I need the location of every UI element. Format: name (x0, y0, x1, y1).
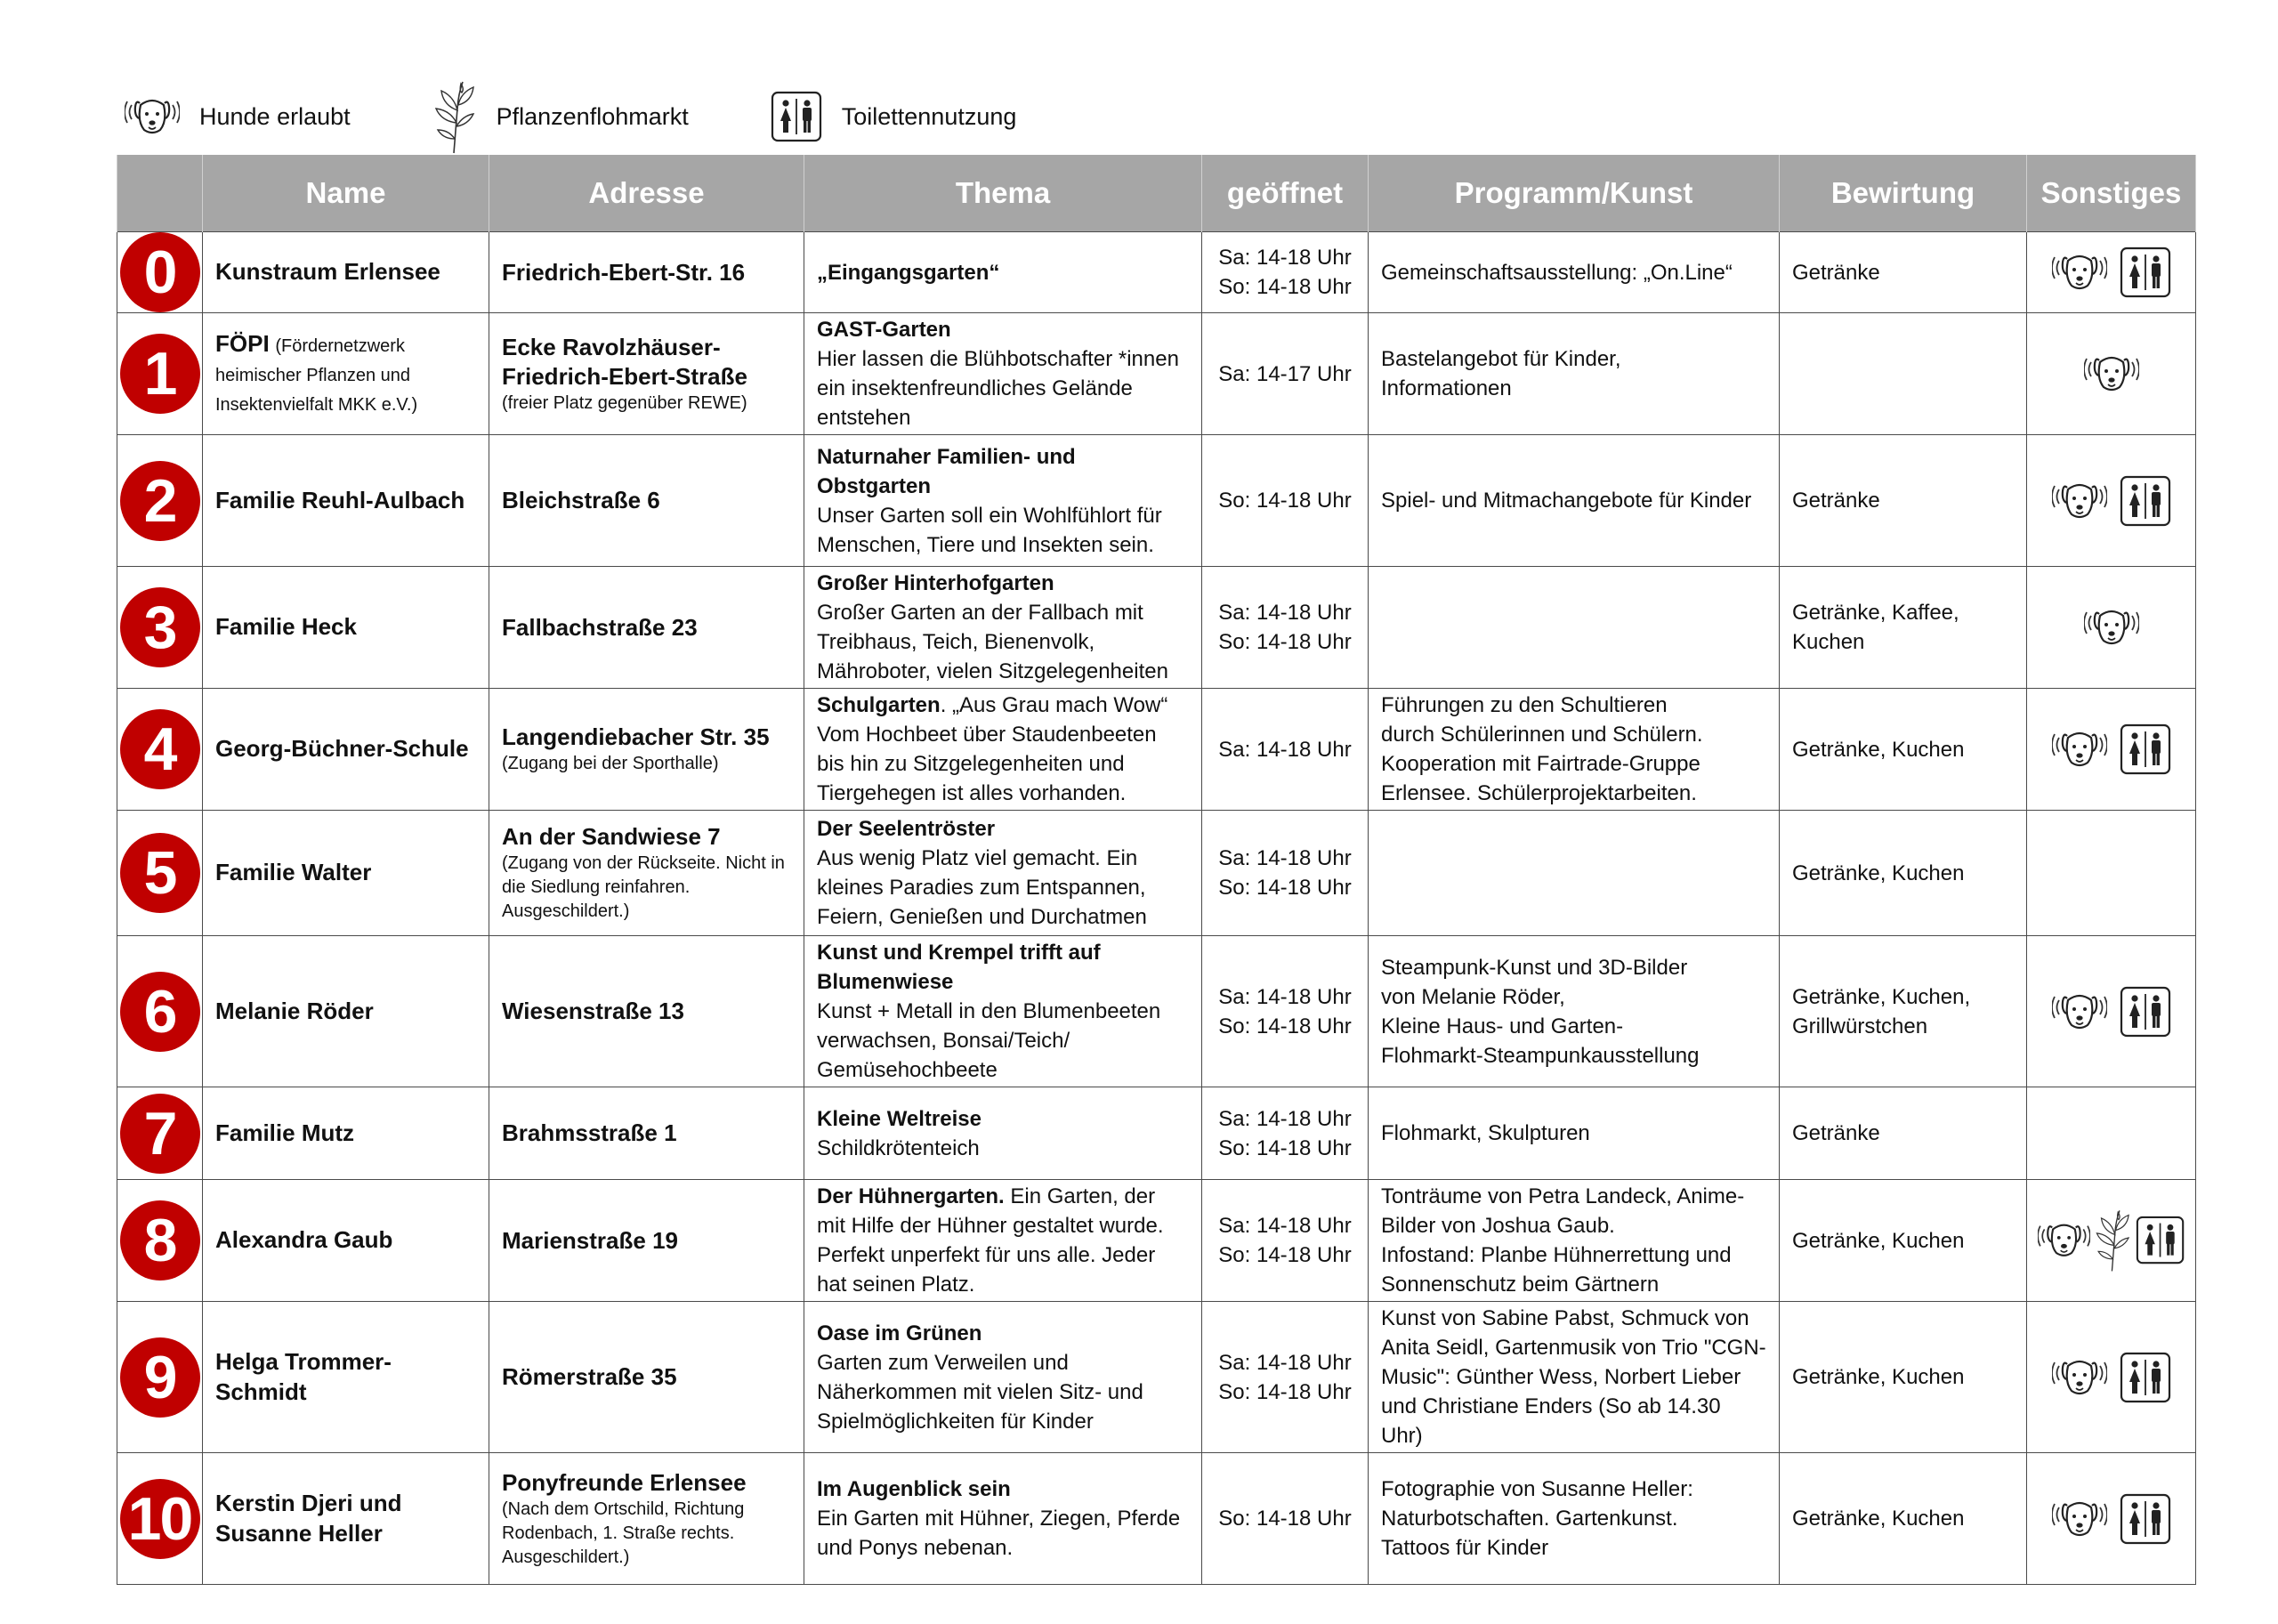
program-line: Flohmarkt, Skulpturen (1381, 1121, 1590, 1145)
misc-cell (2027, 313, 2196, 435)
number-badge: 10 (120, 1479, 200, 1559)
legend-label: Hunde erlaubt (199, 102, 351, 130)
header-name: Name (203, 155, 489, 232)
name-cell (203, 1302, 489, 1453)
garden-name: Familie Walter (215, 859, 372, 885)
theme-text: Ein Garten, der mit Hilfe der Hühner gestaltet wurde. Perfekt unperfekt für uns alle. Jeder hat seinen Platz. (817, 1184, 1164, 1297)
address-main: Ecke Ravolzhäuser-Friedrich-Ebert-Straße (502, 333, 747, 390)
number-badge: 0 (120, 232, 200, 312)
catering-line: Getränke (1792, 260, 1880, 285)
address-cell (489, 936, 804, 1087)
legend-label: Pflanzenflohmarkt (496, 102, 689, 130)
table-row (117, 936, 2196, 1087)
catering-cell (1780, 1302, 2027, 1453)
feature-icons (2031, 475, 2192, 527)
catering-cell (1780, 435, 2027, 567)
theme-text: . „Aus Grau mach Wow“ Vom Hochbeet über Staudenbeeten bis hin zu Sitzgelegenheiten und Tiergehegen ist alles vorhanden. (817, 693, 1168, 805)
feature-icons (2031, 723, 2192, 775)
toilet-icon (2120, 246, 2171, 298)
name-cell (203, 232, 489, 313)
catering-cell (1780, 1453, 2027, 1585)
number-badge: 3 (120, 587, 200, 667)
feature-icons (2031, 1208, 2192, 1273)
theme-text: Hier lassen die Blühbotschafter *innen ein insektenfreundliches Gelände entstehen (817, 347, 1179, 430)
theme-cell (804, 1453, 1202, 1585)
open-cell (1202, 1180, 1369, 1302)
row-number-cell (117, 689, 203, 811)
program-line: Steampunk-Kunst und 3D-Bilder (1381, 955, 1688, 980)
number-badge: 7 (120, 1094, 200, 1174)
opening-time: So: 14-18 Uhr (1218, 275, 1352, 299)
address-main: Friedrich-Ebert-Str. 16 (502, 258, 746, 286)
misc-cell (2027, 567, 2196, 689)
opening-time: So: 14-18 Uhr (1218, 1507, 1352, 1531)
theme-title: Großer Hinterhofgarten (817, 571, 1054, 595)
misc-cell (2027, 1180, 2196, 1302)
misc-cell (2027, 1087, 2196, 1180)
open-cell (1202, 313, 1369, 435)
row-number-cell (117, 567, 203, 689)
theme-text: Garten zum Verweilen und Näherkommen mit vielen Sitz- und Spielmöglichkeiten für Kinder (817, 1350, 1143, 1434)
program-line: Flohmarkt-Steampunkausstellung (1381, 1043, 1700, 1068)
catering-cell (1780, 313, 2027, 435)
program-line: Naturbotschaften. Gartenkunst. (1381, 1507, 1678, 1531)
catering-cell (1780, 1180, 2027, 1302)
garden-name: Kunstraum Erlensee (215, 258, 440, 285)
open-cell (1202, 811, 1369, 936)
toilet-icon (2136, 1216, 2185, 1264)
program-line: Fotographie von Susanne Heller: (1381, 1477, 1693, 1501)
address-cell (489, 1302, 804, 1453)
open-cell (1202, 1453, 1369, 1585)
toilet-icon (2120, 475, 2171, 527)
catering-line: Getränke (1792, 489, 1880, 513)
toilet-icon (2120, 986, 2171, 1038)
open-cell (1202, 232, 1369, 313)
theme-title: Schulgarten (817, 693, 941, 717)
theme-cell (804, 567, 1202, 689)
toilet-icon (2120, 723, 2171, 775)
number-badge: 1 (120, 334, 200, 414)
program-line: Infostand: Planbe Hühnerrettung und (1381, 1243, 1732, 1267)
opening-time: So: 14-18 Uhr (1218, 1243, 1352, 1267)
theme-cell (804, 232, 1202, 313)
toilet-icon (771, 91, 822, 142)
catering-line: Getränke, Kuchen (1792, 1365, 1965, 1389)
catering-cell (1780, 1087, 2027, 1180)
program-line: Anita Seidl, Gartenmusik von Trio "CGN- (1381, 1336, 1766, 1360)
opening-time: Sa: 14-18 Uhr (1218, 601, 1352, 625)
name-cell (203, 567, 489, 689)
catering-cell (1780, 567, 2027, 689)
feature-icons (2031, 986, 2192, 1038)
garden-name: Familie Heck (215, 613, 357, 640)
theme-text: Großer Garten an der Fallbach mit Treibhaus, Teich, Bienenvolk, Mähroboter, vielen Sitzgelegenheiten (817, 601, 1168, 683)
program-line: Kunst von Sabine Pabst, Schmuck von (1381, 1306, 1749, 1330)
dog-icon (2084, 605, 2139, 650)
program-cell (1369, 567, 1780, 689)
program-cell (1369, 313, 1780, 435)
program-line: Informationen (1381, 376, 1512, 400)
catering-line: Getränke, Kuchen (1792, 1228, 1965, 1253)
theme-title: Kleine Weltreise (817, 1106, 981, 1131)
row-number-cell (117, 1087, 203, 1180)
address-main: An der Sandwiese 7 (502, 823, 721, 850)
name-cell (203, 1087, 489, 1180)
row-number-cell (117, 313, 203, 435)
address-cell (489, 435, 804, 567)
theme-text: Schildkrötenteich (817, 1135, 980, 1160)
name-cell (203, 1180, 489, 1302)
program-line: Erlensee. Schülerprojektarbeiten. (1381, 781, 1697, 805)
program-line: Music": Günther Wess, Norbert Lieber (1381, 1365, 1741, 1389)
table-row (117, 567, 2196, 689)
header-number (117, 155, 203, 232)
address-cell (489, 1087, 804, 1180)
theme-text: Ein Garten mit Hühner, Ziegen, Pferde und Ponys nebenan. (817, 1507, 1181, 1560)
misc-cell (2027, 811, 2196, 936)
program-line: Kleine Haus- und Garten- (1381, 1014, 1624, 1038)
address-note: (Nach dem Ortschild, Richtung Rodenbach, 1. Straße rechts. Ausgeschildert.) (502, 1499, 745, 1567)
feature-icons (2031, 605, 2192, 650)
opening-time: Sa: 14-18 Uhr (1218, 1350, 1352, 1375)
table-row (117, 435, 2196, 567)
opening-time: So: 14-18 Uhr (1218, 1135, 1352, 1160)
table-row (117, 313, 2196, 435)
table-header-row (117, 155, 2196, 232)
garden-name: Familie Mutz (215, 1119, 355, 1146)
theme-title: Der Seelentröster (817, 817, 996, 841)
toilet-icon (2120, 1352, 2171, 1403)
toilet-icon (2120, 1493, 2171, 1545)
program-cell (1369, 936, 1780, 1087)
theme-cell (804, 1087, 1202, 1180)
header-theme: Thema (804, 155, 1202, 232)
legend (125, 77, 1098, 157)
row-number-cell (117, 232, 203, 313)
dog-icon (2052, 250, 2107, 295)
theme-cell (804, 936, 1202, 1087)
catering-line: Getränke (1792, 1121, 1880, 1145)
address-main: Ponyfreunde Erlensee (502, 1468, 747, 1496)
opening-time: Sa: 14-17 Uhr (1218, 361, 1352, 386)
garden-name: Melanie Röder (215, 997, 374, 1024)
catering-cell (1780, 936, 2027, 1087)
address-cell (489, 567, 804, 689)
legend-dog (125, 94, 351, 139)
address-main: Brahmsstraße 1 (502, 1119, 677, 1146)
address-note: (freier Platz gegenüber REWE) (502, 392, 747, 413)
catering-line: Getränke, Kaffee, (1792, 601, 1959, 625)
theme-text: Kunst + Metall in den Blumenbeeten verwachsen, Bonsai/Teich/ Gemüsehochbeete (817, 999, 1161, 1082)
header-catering: Bewirtung (1780, 155, 2027, 232)
address-main: Bleichstraße 6 (502, 487, 660, 513)
feature-icons (2031, 1352, 2192, 1403)
dog-icon (2052, 990, 2107, 1034)
program-line: Gemeinschaftsausstellung: „On.Line“ (1381, 260, 1733, 285)
misc-cell (2027, 689, 2196, 811)
theme-text: Aus wenig Platz viel gemacht. Ein kleines Paradies zum Entspannen, Feiern, Genießen und Durchatmen (817, 846, 1147, 929)
garden-name-sub: (Fördernetzwerk heimischer Pflanzen und Insektenvielfalt MKK e.V.) (215, 336, 418, 415)
legend-toilet (771, 91, 1017, 142)
name-cell (203, 689, 489, 811)
opening-time: Sa: 14-18 Uhr (1218, 1106, 1352, 1131)
theme-title: „Eingangsgarten“ (817, 260, 1000, 285)
program-cell (1369, 689, 1780, 811)
open-cell (1202, 435, 1369, 567)
opening-time: So: 14-18 Uhr (1218, 1379, 1352, 1404)
program-cell (1369, 1453, 1780, 1585)
garden-table (117, 155, 2196, 1585)
address-cell (489, 1453, 804, 1585)
number-badge: 6 (120, 972, 200, 1052)
garden-name: Georg-Büchner-Schule (215, 735, 469, 762)
opening-time: Sa: 14-18 Uhr (1218, 737, 1352, 762)
number-badge: 5 (120, 833, 200, 913)
table-row (117, 811, 2196, 936)
program-cell (1369, 1180, 1780, 1302)
program-cell (1369, 435, 1780, 567)
number-badge: 8 (120, 1200, 200, 1281)
header-open: geöffnet (1202, 155, 1369, 232)
catering-cell (1780, 232, 2027, 313)
name-cell (203, 435, 489, 567)
program-cell (1369, 811, 1780, 936)
dog-icon (2052, 1355, 2107, 1400)
misc-cell (2027, 435, 2196, 567)
program-line: Sonnenschutz beim Gärtnern (1381, 1273, 1660, 1297)
program-line: Tonträume von Petra Landeck, Anime- (1381, 1184, 1745, 1208)
row-number-cell (117, 1453, 203, 1585)
number-badge: 9 (120, 1337, 200, 1418)
theme-cell (804, 811, 1202, 936)
plant-icon (2094, 1208, 2132, 1273)
address-cell (489, 811, 804, 936)
row-number-cell (117, 1180, 203, 1302)
table-row (117, 1302, 2196, 1453)
legend-label: Toilettennutzung (841, 102, 1017, 130)
misc-cell (2027, 1302, 2196, 1453)
opening-time: So: 14-18 Uhr (1218, 630, 1352, 654)
number-badge: 2 (120, 461, 200, 541)
address-cell (489, 1180, 804, 1302)
theme-title: Der Hühnergarten. (817, 1184, 1005, 1208)
address-cell (489, 313, 804, 435)
row-number-cell (117, 1302, 203, 1453)
table-row (117, 689, 2196, 811)
header-misc: Sonstiges (2027, 155, 2196, 232)
opening-time: Sa: 14-18 Uhr (1218, 1214, 1352, 1238)
name-cell (203, 1453, 489, 1585)
open-cell (1202, 567, 1369, 689)
feature-icons (2031, 351, 2192, 396)
theme-cell (804, 1180, 1202, 1302)
opening-time: So: 14-18 Uhr (1218, 876, 1352, 900)
misc-cell (2027, 936, 2196, 1087)
table-row (117, 1087, 2196, 1180)
header-program: Programm/Kunst (1369, 155, 1780, 232)
address-main: Wiesenstraße 13 (502, 998, 684, 1024)
catering-line: Getränke, Kuchen, (1792, 984, 1971, 1009)
feature-icons (2031, 1493, 2192, 1545)
open-cell (1202, 1302, 1369, 1453)
open-cell (1202, 1087, 1369, 1180)
theme-title: Oase im Grünen (817, 1321, 982, 1345)
plant-icon (432, 78, 477, 155)
header-address: Adresse (489, 155, 804, 232)
open-cell (1202, 936, 1369, 1087)
catering-line: Getränke, Kuchen (1792, 860, 1965, 885)
table-row (117, 1453, 2196, 1585)
catering-line: Getränke, Kuchen (1792, 737, 1965, 762)
table-row (117, 232, 2196, 313)
open-cell (1202, 689, 1369, 811)
program-line: Bilder von Joshua Gaub. (1381, 1214, 1615, 1238)
number-badge: 4 (120, 709, 200, 789)
address-main: Marienstraße 19 (502, 1226, 678, 1254)
catering-line: Grillwürstchen (1792, 1014, 1928, 1038)
program-line: Kooperation mit Fairtrade-Gruppe (1381, 752, 1700, 776)
address-main: Langendiebacher Str. 35 (502, 723, 770, 750)
garden-name: Familie Reuhl-Aulbach (215, 486, 465, 513)
program-line: Spiel- und Mitmachangebote für Kinder (1381, 489, 1752, 513)
feature-icons (2031, 246, 2192, 298)
theme-title: Naturnaher Familien- und Obstgarten (817, 444, 1076, 498)
theme-cell (804, 313, 1202, 435)
theme-title: Kunst und Krempel trifft auf Blumenwiese (817, 941, 1101, 994)
catering-line: Kuchen (1792, 630, 1865, 654)
address-main: Römerstraße 35 (502, 1363, 677, 1390)
address-note: (Zugang von der Rückseite. Nicht in die Siedlung reinfahren. Ausgeschildert.) (502, 853, 785, 921)
program-cell (1369, 1302, 1780, 1453)
program-line: von Melanie Röder, (1381, 984, 1565, 1009)
program-line: Bastelangebot für Kinder, (1381, 347, 1621, 371)
theme-cell (804, 435, 1202, 567)
misc-cell (2027, 232, 2196, 313)
table-row (117, 1180, 2196, 1302)
program-line: durch Schülerinnen und Schülern. (1381, 723, 1703, 747)
name-cell (203, 936, 489, 1087)
name-cell (203, 313, 489, 435)
opening-time: So: 14-18 Uhr (1218, 489, 1352, 513)
dog-icon (2052, 727, 2107, 772)
address-cell (489, 232, 804, 313)
program-cell (1369, 1087, 1780, 1180)
theme-title: GAST-Garten (817, 318, 951, 342)
row-number-cell (117, 435, 203, 567)
garden-name: Alexandra Gaub (215, 1226, 393, 1253)
garden-name: Kerstin Djeri und Susanne Heller (215, 1489, 402, 1547)
legend-plant (432, 78, 689, 155)
row-number-cell (117, 936, 203, 1087)
opening-time: Sa: 14-18 Uhr (1218, 984, 1352, 1009)
catering-cell (1780, 689, 2027, 811)
theme-cell (804, 689, 1202, 811)
dog-icon (2052, 1497, 2107, 1541)
theme-cell (804, 1302, 1202, 1453)
dog-icon (2052, 479, 2107, 523)
catering-cell (1780, 811, 2027, 936)
misc-cell (2027, 1453, 2196, 1585)
program-line: und Christiane Enders (So ab 14.30 Uhr) (1381, 1394, 1721, 1448)
program-cell (1369, 232, 1780, 313)
garden-name: Helga Trommer-Schmidt (215, 1347, 392, 1405)
row-number-cell (117, 811, 203, 936)
dog-icon (2038, 1219, 2090, 1262)
garden-name: FÖPI (215, 330, 270, 357)
program-line: Führungen zu den Schultieren (1381, 693, 1668, 717)
dog-icon (2084, 351, 2139, 396)
address-note: (Zugang bei der Sporthalle) (502, 754, 719, 773)
address-main: Fallbachstraße 23 (502, 613, 698, 641)
theme-text: Unser Garten soll ein Wohlfühlort für Menschen, Tiere und Insekten sein. (817, 503, 1162, 557)
opening-time: So: 14-18 Uhr (1218, 1014, 1352, 1038)
address-cell (489, 689, 804, 811)
program-line: Tattoos für Kinder (1381, 1536, 1549, 1560)
name-cell (203, 811, 489, 936)
opening-time: Sa: 14-18 Uhr (1218, 846, 1352, 870)
opening-time: Sa: 14-18 Uhr (1218, 246, 1352, 270)
theme-title: Im Augenblick sein (817, 1477, 1011, 1501)
dog-icon (125, 94, 180, 139)
catering-line: Getränke, Kuchen (1792, 1507, 1965, 1531)
